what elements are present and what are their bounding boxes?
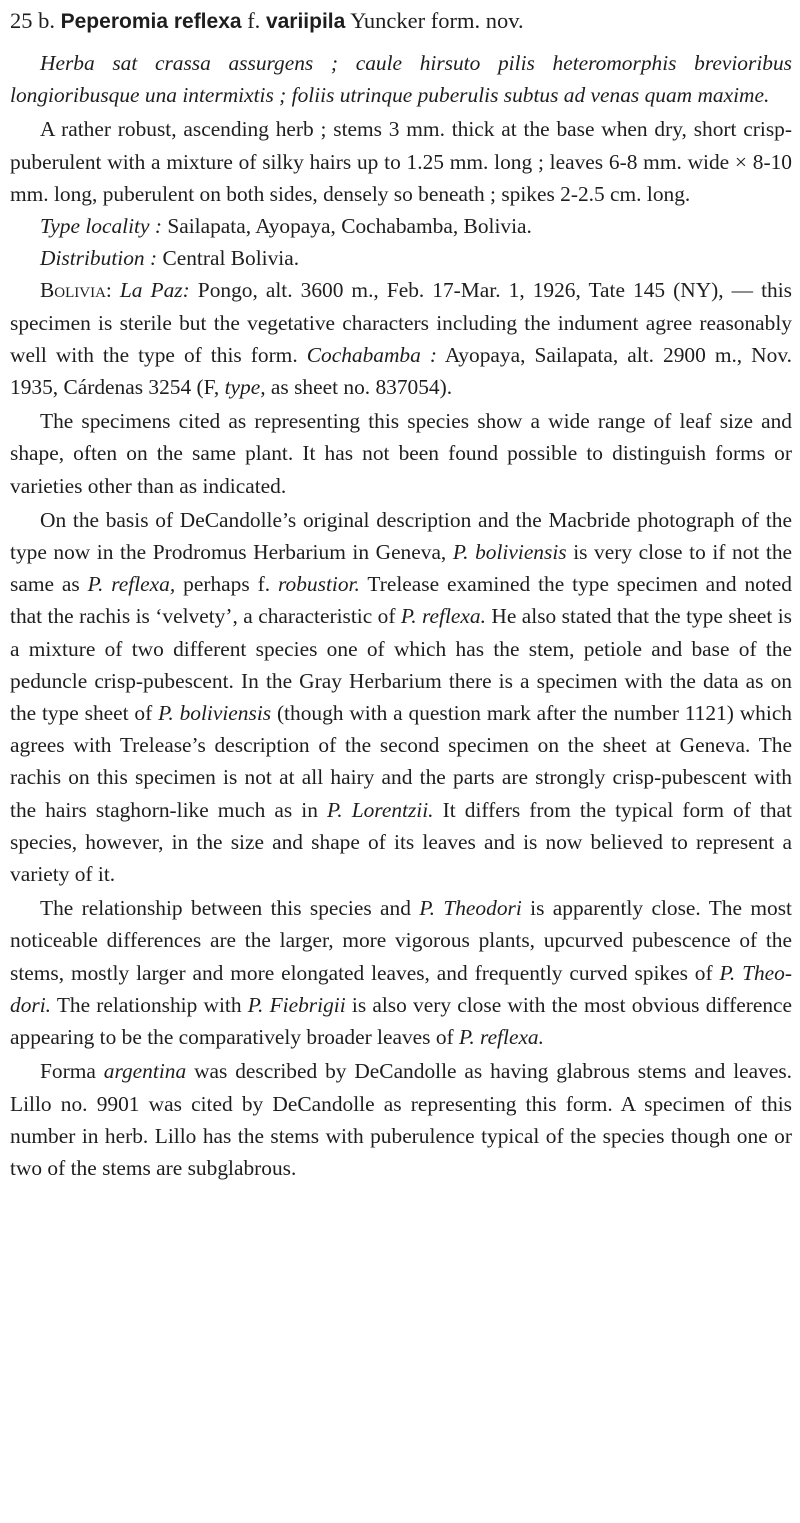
text-run: Trelease examined the type specimen and noted that the rachis is ‘velvety’, a characteristic of	[10, 572, 792, 629]
type-word: type,	[224, 375, 266, 400]
text-run: perhaps f.	[183, 572, 271, 597]
form-name: argentina	[103, 1059, 187, 1084]
author-citation: Yuncker form. nov.	[350, 8, 524, 33]
text-run: was described by DeCandolle as having glabrous stems and leaves. Lillo no. 9901 was cited by DeCandolle as representing this form. A specimen of this number in herb. Lillo has the stems with puberulence typical of the species though one or two of the stems are subglabrous.	[10, 1059, 792, 1180]
text-run: It differs from the typical form of that species, however, in the size and shape of its leaves and is now believed to represent a variety of it.	[10, 797, 792, 887]
taxon-name: P. Theodori	[419, 896, 522, 921]
taxon-name: P. reflexa.	[400, 604, 486, 629]
taxon-name: P. Theodori.	[10, 960, 792, 1017]
taxon-name: robustior.	[278, 572, 360, 597]
type-locality-value: Sailapata, Ayopaya, Cochabamba, Bolivia.	[167, 214, 532, 239]
distribution-label: Distribution :	[40, 246, 158, 271]
taxon-name: P. reflexa.	[459, 1025, 544, 1050]
text-run: is also very close with the most obvious difference appearing to be the comparatively broader leaves of	[10, 992, 793, 1050]
text-run: is apparently close. The most noticeable differences are the larger, more vigorous plants, upcurved pubescence of the stems, mostly larger and more elongated leaves, and frequently curved spikes of	[10, 896, 792, 985]
department-cochabamba: Cochabamba :	[306, 342, 437, 367]
taxon-name: P. boliviensis	[452, 540, 567, 565]
latin-diagnosis: Herba sat crassa assurgens ; caule hirsuto pilis heteromorphis brevioribus longioribusque una intermixtis ; foliis utrinque puberulis subtus ad venas quam maxime.	[10, 51, 792, 108]
country-label: Bolivia	[40, 278, 106, 303]
species-number: 25 b.	[10, 8, 55, 33]
rank-abbreviation: f.	[247, 8, 261, 33]
species-heading	[10, 4, 792, 39]
specimen-text-1: Pongo, alt. 3600 m., Feb. 17-Mar. 1, 1926, Tate 145 (NY), — this specimen is sterile but the vegetative characters including the indument agree reasonably well with the type of this form.	[10, 278, 792, 367]
text-run: The relationship between this species and	[40, 896, 411, 921]
text-run: Forma	[40, 1059, 96, 1084]
form-epithet: variipila	[265, 10, 346, 33]
paragraph-relationship	[10, 892, 792, 1053]
distribution-value: Central Bolivia.	[162, 246, 300, 271]
species-name: Peperomia reflexa	[60, 10, 242, 33]
specimen-text-3: as sheet no. 837054).	[270, 375, 453, 400]
paragraph-decandolle	[10, 504, 792, 890]
text-run: He also stated that the type sheet is a mixture of two different species one of which has the stem, petiole and base of the peduncle crisp-pubescent. In the Gray Herbarium there is a specimen with the data as on the type sheet of	[10, 604, 792, 726]
text-run: The relationship with	[56, 992, 242, 1017]
text-run: is very close to if not the same as	[10, 540, 793, 597]
taxon-name: P. Lorentzii.	[326, 797, 434, 822]
specimen-text-2: Ayopaya, Sailapata, alt. 2900 m., Nov. 1935, Cárdenas 3254 (F,	[10, 342, 792, 400]
specimens-cited: Bolivia: La Paz: Pongo, alt. 3600 m., Feb. 17-Mar. 1, 1926, Tate 145 (NY), — this specimen is sterile but the vegetative characters including the indument agree reasonably well with the type of this form. Cochabamba : Ayopaya, Sailapata, alt. 2900 m., Nov. 1935, Cárdenas 3254 (F, type, as sheet no. 837054).	[10, 278, 792, 400]
distribution	[10, 242, 792, 274]
taxon-name: P. reflexa,	[87, 572, 176, 597]
department-la-paz: La Paz:	[119, 278, 190, 303]
taxon-name: P. Fiebrigii	[247, 992, 346, 1017]
text-run: On the basis of DeCandolle’s original description and the Macbride photograph of the type now in the Prodromus Herbarium in Geneva,	[10, 507, 792, 565]
english-description: A rather robust, ascending herb ; stems 3 mm. thick at the base when dry, short crisp-puberulent with a mixture of silky hairs up to 1.25 mm. long ; leaves 6-8 mm. wide × 8-10 mm. long, puberulent on both sides, densely so beneath ; spikes 2-2.5 cm. long.	[10, 117, 792, 206]
taxon-name: P. boliviensis	[158, 701, 272, 726]
type-locality-label: Type locality :	[40, 214, 162, 239]
paragraph-leaf-range: The specimens cited as representing this species show a wide range of leaf size and shape, often on the same plant. It has not been found possible to distinguish forms or varieties other than as indicated.	[10, 409, 792, 498]
type-locality	[10, 210, 792, 242]
paragraph-argentina	[10, 1055, 792, 1184]
text-run: (though with a question mark after the number 1121) which agrees with Trelease’s description of the second specimen on the sheet at Geneva. The rachis on this specimen is not at all hairy and the parts are strongly crisp-pubescent with the hairs staghorn-like much as in	[10, 701, 793, 822]
